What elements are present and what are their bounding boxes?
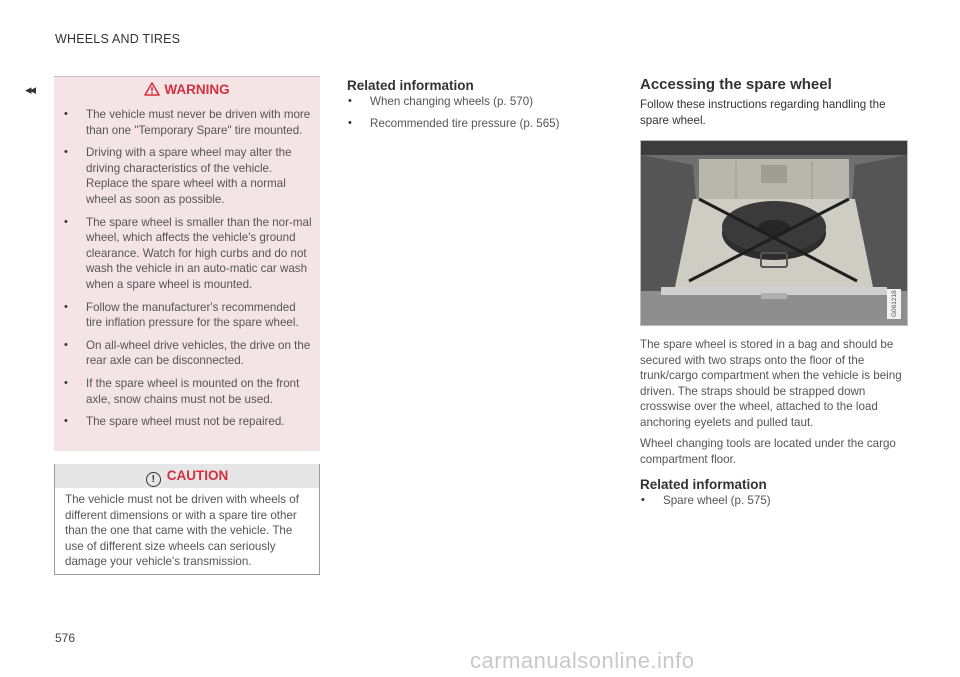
spare-paragraph-1: The spare wheel is stored in a bag and should be secured with two straps onto the floor of the trunk/cargo compartment when the vehicle is being driven. The straps should be strapped down crosswise over the wheel, attached to the load anchoring eyelets and pulled taut.	[640, 338, 902, 429]
warning-box	[54, 76, 320, 451]
warning-triangle-icon	[144, 82, 160, 96]
list-item: • On all-wheel drive vehicles, the drive on the rear axle can be disconnected.	[54, 338, 312, 369]
spare-paragraph-2: Wheel changing tools are located under the cargo compartment floor.	[640, 437, 896, 466]
caution-text: The vehicle must not be driven with wheels of different dimensions or with a spare tire other than the one that came with the vehicle. The use of different size wheels can seriously damage your vehicle's transmission.	[65, 493, 299, 569]
warning-list	[54, 107, 312, 437]
list-item: • The vehicle must never be driven with more than one "Temporary Spare" tire mounted.	[54, 107, 312, 138]
list-item: • The spare wheel is smaller than the nor-mal wheel, which affects the vehicle's ground clearance. Watch for high curbs and do not wash the vehicle in an auto-matic car wash when a spare wheel is mounted.	[54, 215, 312, 293]
spare-section-title: Accessing the spare wheel	[640, 76, 832, 93]
related-info-list-right	[631, 493, 901, 509]
list-item: • If the spare wheel is mounted on the front axle, snow chains must not be used.	[54, 376, 312, 407]
warning-header	[54, 82, 320, 97]
caution-title: CAUTION	[166, 468, 229, 483]
page-number: 576	[55, 631, 76, 645]
related-info-list	[338, 94, 608, 137]
related-info-title-right: Related information	[640, 477, 767, 492]
section-header: WHEELS AND TIRES	[55, 32, 181, 46]
list-item: • Follow the manufacturer's recommended tire inflation pressure for the spare wheel.	[54, 300, 312, 331]
caution-box	[54, 464, 320, 575]
spare-intro: Follow these instructions regarding handling the spare wheel.	[640, 98, 886, 127]
exclamation-circle-icon: !	[146, 472, 161, 487]
related-link-spare-wheel[interactable]: • Spare wheel (p. 575)	[631, 493, 901, 509]
continued-mark: ◂◂	[25, 82, 35, 97]
image-code: G061218	[891, 290, 898, 317]
list-item: • Driving with a spare wheel may alter the driving characteristics of the vehicle. Replace the spare wheel with a normal wheel as soon as possible.	[54, 145, 312, 207]
watermark: carmanualsonline.info	[470, 648, 695, 673]
warning-title: WARNING	[164, 82, 230, 97]
spare-wheel-photo	[640, 140, 908, 326]
related-link-changing-wheels[interactable]: • When changing wheels (p. 570)	[338, 94, 608, 110]
related-link-tire-pressure[interactable]: • Recommended tire pressure (p. 565)	[338, 116, 608, 132]
related-info-title: Related information	[347, 78, 474, 93]
list-item: • The spare wheel must not be repaired.	[54, 414, 312, 430]
caution-header	[55, 464, 319, 488]
cargo-illustration	[641, 141, 907, 325]
